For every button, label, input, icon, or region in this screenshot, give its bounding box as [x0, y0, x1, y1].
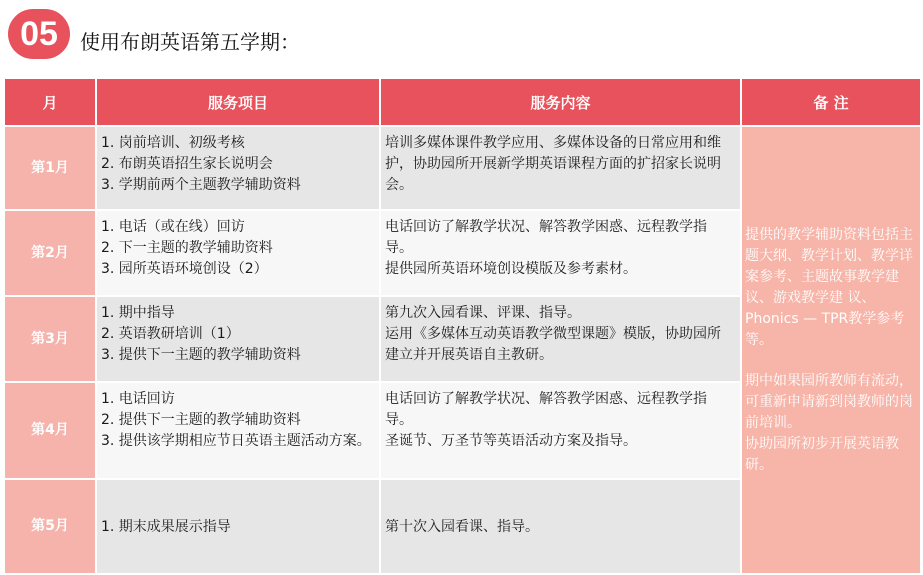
- service-content-cell: [380, 382, 741, 479]
- service-content-text: 第十次入园看课、指导。: [385, 519, 539, 535]
- table-header-row: [4, 78, 921, 126]
- column-header-service-content: 服务内容: [380, 78, 741, 126]
- month-cell: 第1月: [4, 126, 96, 210]
- service-item: 3. 园所英语环境创设（2）: [101, 261, 268, 277]
- service-content-text: 圣诞节、万圣节等英语活动方案及指导。: [385, 433, 637, 449]
- service-item: 1. 电话回访: [101, 391, 175, 407]
- service-item: 2. 英语教研培训（1）: [101, 326, 240, 342]
- section-header: [8, 6, 300, 62]
- service-items-cell: [96, 126, 380, 210]
- service-content-text: 培训多媒体课件教学应用、多媒体设备的日常应用和维护，协助园所开展新学期英语课程方面的扩招家长说明会。: [385, 135, 721, 193]
- service-item: 3. 学期前两个主题教学辅助资料: [101, 177, 301, 193]
- service-items-cell: [96, 382, 380, 479]
- service-content-text: 电话回访了解教学状况、解答教学困惑、远程教学指导。: [385, 219, 707, 256]
- notes-cell: [741, 126, 921, 574]
- column-header-month: 月: [4, 78, 96, 126]
- service-content-cell: [380, 479, 741, 574]
- service-items-cell: [96, 210, 380, 296]
- column-header-service-items: 服务项目: [96, 78, 380, 126]
- service-content-text: 提供园所英语环境创设模版及参考素材。: [385, 261, 637, 277]
- section-number-badge: 05: [8, 9, 70, 59]
- service-content-cell: [380, 296, 741, 382]
- section-title: 使用布朗英语第五学期：: [80, 29, 300, 54]
- service-item: 1. 电话（或在线）回访: [101, 219, 245, 235]
- note-text: 期中如果园所教师有流动，可重新申请新到岗教师的岗前培训。: [745, 372, 913, 431]
- service-item: 2. 下一主题的教学辅助资料: [101, 240, 273, 256]
- note-paragraph: [745, 371, 914, 476]
- month-cell: 第4月: [4, 382, 96, 479]
- service-items-cell: [96, 296, 380, 382]
- service-item: 3. 提供该学期相应节日英语主题活动方案。: [101, 433, 371, 449]
- service-content-cell: [380, 126, 741, 210]
- service-plan-table: [3, 77, 922, 575]
- month-cell: 第3月: [4, 296, 96, 382]
- service-item: 3. 提供下一主题的教学辅助资料: [101, 347, 301, 363]
- service-content-text: 第九次入园看课、评课、指导。: [385, 305, 581, 321]
- note-paragraph: 提供的教学辅助资料包括主题大纲、教学计划、教学详案参考、主题故事教学建议、游戏教学建 议、Phonics — TPR教学参考等。: [745, 226, 913, 348]
- table-row: [4, 126, 921, 210]
- service-item: 1. 岗前培训、初级考核: [101, 135, 245, 151]
- month-cell: 第2月: [4, 210, 96, 296]
- note-text: 协助园所初步开展英语教研。: [745, 435, 899, 473]
- service-item: 2. 布朗英语招生家长说明会: [101, 156, 273, 172]
- service-content-cell: [380, 210, 741, 296]
- service-item: 2. 提供下一主题的教学辅助资料: [101, 412, 301, 428]
- service-item: 1. 期中指导: [101, 305, 175, 321]
- column-header-notes: 备 注: [741, 78, 921, 126]
- service-content-text: 运用《多媒体互动英语教学微型课题》模版，协助园所建立并开展英语自主教研。: [385, 326, 721, 363]
- service-content-text: 电话回访了解教学状况、解答教学困惑、远程教学指导。: [385, 391, 707, 428]
- month-cell: 第5月: [4, 479, 96, 574]
- service-item: 1. 期末成果展示指导: [101, 519, 231, 535]
- service-items-cell: [96, 479, 380, 574]
